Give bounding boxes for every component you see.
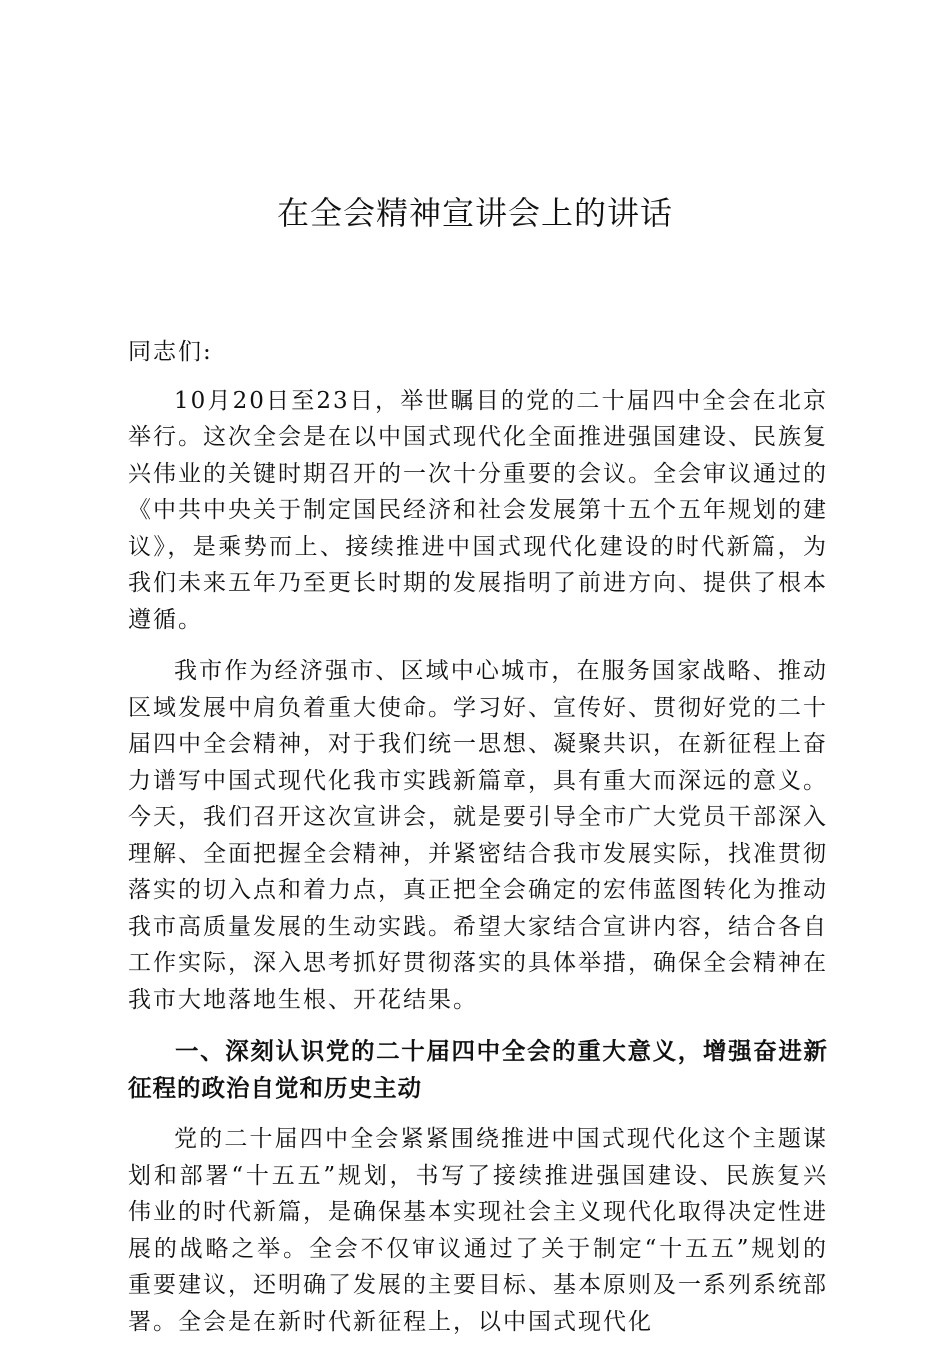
document-body	[128, 334, 828, 1355]
paragraph-city-mission: 我市作为经济强市、区域中心城市，在服务国家战略、推动区域发展中肩负着重大使命。学习好、宣传好、贯彻好党的二十届四中全会精神，对于我们统一思想、凝聚共识，在新征程上奋力谱写中国式现代化我市实践新篇章，具有重大而深远的意义。今天，我们召开这次宣讲会，就是要引导全市广大党员干部深入理解、全面把握全会精神，并紧密结合我市发展实际，找准贯彻落实的切入点和着力点，真正把全会确定的宏伟蓝图转化为推动我市高质量发展的生动实践。希望大家结合宣讲内容，结合各自工作实际，深入思考抓好贯彻落实的具体举措，确保全会精神在我市大地落地生根、开花结果。	[128, 658, 828, 1013]
document-title: 在全会精神宣讲会上的讲话	[276, 194, 673, 233]
paragraph-section-1: 党的二十届四中全会紧紧围绕推进中国式现代化这个主题谋划和部署“十五五”规划，书写了接续推进强国建设、民族复兴伟业的时代新篇，是确保基本实现社会主义现代化取得决定性进展的战略之举。全会不仅审议通过了关于制定“十五五”规划的重要建议，还明确了发展的主要目标、基本原则及一系列系统部署。全会是在新时代新征程上，以中国式现代化	[128, 1126, 828, 1335]
paragraph-meeting-intro: 10月20日至23日，举世瞩目的党的二十届四中全会在北京举行。这次全会是在以中国式现代化全面推进强国建设、民族复兴伟业的关键时期召开的一次十分重要的会议。全会审议通过的《中共中央关于制定国民经济和社会发展第十五个五年规划的建议》，是乘势而上、接续推进中国式现代化建设的时代新篇，为我们未来五年乃至更长时期的发展指明了前进方向、提供了根本遵循。	[128, 387, 828, 633]
salutation: 同志们:	[128, 339, 213, 365]
section-heading-1: 一、深刻认识党的二十届四中全会的重大意义，增强奋进新征程的政治自觉和历史主动	[128, 1037, 828, 1102]
